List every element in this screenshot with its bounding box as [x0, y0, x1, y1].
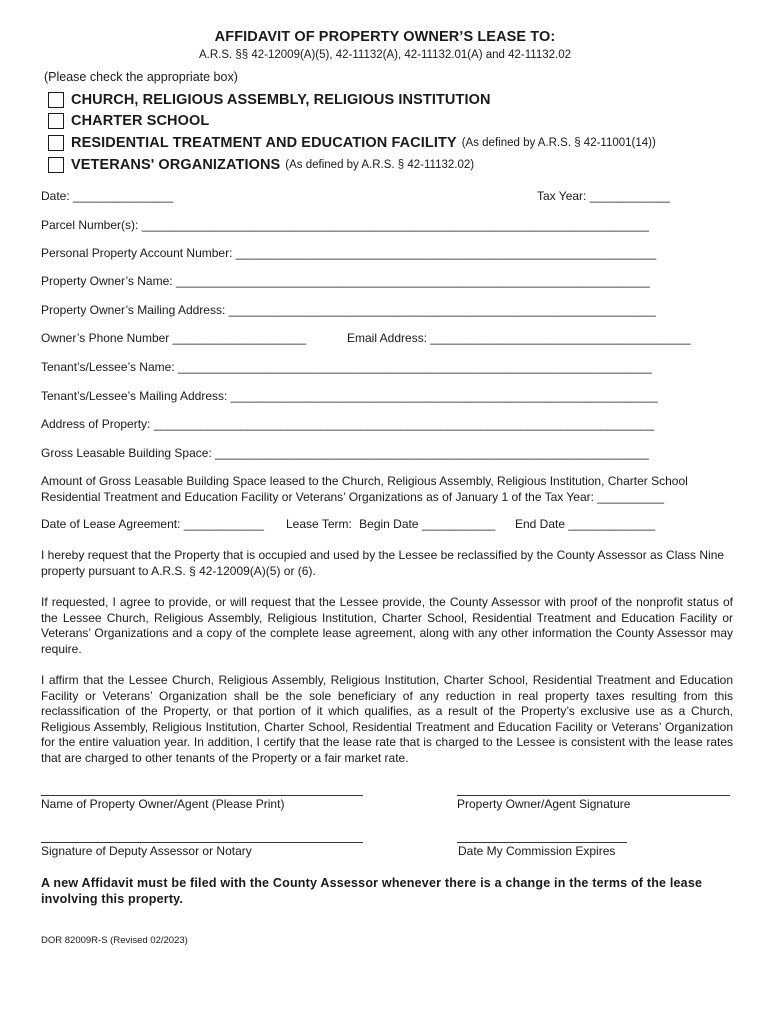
parcel-number-field[interactable] — [41, 218, 649, 232]
tenant-mailing-address-blank[interactable]: ________________________________________________________________ — [230, 389, 658, 403]
deputy-signature-line[interactable] — [41, 842, 363, 843]
tax-year-blank[interactable]: ____________ — [589, 189, 670, 203]
option-note: (As defined by A.R.S. § 42-11132.02) — [285, 158, 475, 171]
begin-date-blank[interactable]: ___________ — [421, 517, 496, 531]
amount-text-line-1: Amount of Gross Leasable Building Space leased to the Church, Religious Assembly, Religious Institution, Charter School — [41, 474, 688, 488]
gross-leasable-space-field[interactable] — [41, 446, 649, 460]
commission-expires-label: Date My Commission Expires — [458, 844, 616, 858]
property-address-label: Address of Property: — [41, 417, 151, 431]
check-instructions: (Please check the appropriate box) — [44, 70, 238, 84]
affirmation-paragraph: I affirm that the Lessee Church, Religious Assembly, Religious Institution, Charter School, Residential Treatment and Education Facility or Veterans’ Organization shall be the sole beneficiary of any reduction in real property taxes resulting from this reclassification of the Property, or that portion of it which qualifies, as a result of the Property’s exclusive use as a Church, Religious Assembly, Religious Institution, Charter School, Residential Treatment and Education Facility or Veterans’ Organization for the entire valuation year. In addition, I certify that the lease rate that is charged to the Lessee is consistent with the lease rates that are charged to other tenants of the Property or a fair market rate. — [41, 673, 733, 765]
owner-name-print-line[interactable] — [41, 795, 363, 796]
tenant-name-label: Tenant’s/Lessee’s Name: — [41, 360, 175, 374]
date-blank[interactable]: _______________ — [73, 189, 174, 203]
end-date-field[interactable] — [515, 517, 655, 531]
gross-leasable-space-label: Gross Leasable Building Space: — [41, 446, 212, 460]
amount-text-line-2: Residential Treatment and Education Facility or Veterans’ Organizations as of January 1 of the Tax Year: — [41, 490, 594, 504]
commission-expires-line[interactable] — [457, 842, 627, 843]
reclassification-request-paragraph: I hereby request that the Property that is occupied and used by the Lessee be reclassified by the County Assessor as Class Nine property pursuant to A.R.S. § 42-12009(A)(5) or (6). — [41, 548, 725, 578]
tax-year-label: Tax Year: — [537, 189, 587, 203]
end-date-blank[interactable]: _____________ — [568, 517, 656, 531]
veterans-checkbox[interactable] — [48, 157, 64, 173]
amount-blank[interactable]: __________ — [597, 490, 665, 504]
lease-date-field[interactable] — [41, 517, 264, 531]
tenant-mailing-address-field[interactable] — [41, 389, 658, 403]
owner-mailing-address-label: Property Owner’s Mailing Address: — [41, 303, 226, 317]
option-label: CHURCH, RELIGIOUS ASSEMBLY, RELIGIOUS INSTITUTION — [71, 91, 491, 108]
residential-treatment-checkbox[interactable] — [48, 135, 64, 151]
gross-leasable-space-blank[interactable]: _________________________________________________________________ — [215, 446, 649, 460]
parcel-number-blank[interactable]: ____________________________________________________________________________ — [141, 218, 649, 232]
date-label: Date: — [41, 189, 70, 203]
lease-term-field[interactable] — [286, 517, 495, 531]
lease-date-blank[interactable]: ____________ — [183, 517, 264, 531]
tenant-name-field[interactable] — [41, 360, 652, 374]
tax-year-field[interactable] — [537, 189, 670, 203]
owner-name-print-label: Name of Property Owner/Agent (Please Print) — [41, 797, 285, 811]
option-charter-school[interactable] — [48, 111, 209, 130]
end-date-label: End Date — [515, 517, 566, 531]
owner-mailing-address-field[interactable] — [41, 303, 656, 317]
owner-name-field[interactable] — [41, 274, 650, 288]
property-address-field[interactable] — [41, 417, 654, 431]
church-checkbox[interactable] — [48, 92, 64, 108]
owner-mailing-address-blank[interactable]: ________________________________________________________________ — [228, 303, 656, 317]
option-label: CHARTER SCHOOL — [71, 112, 210, 129]
owner-phone-label: Owner’s Phone Number — [41, 331, 170, 345]
owner-phone-blank[interactable]: ____________________ — [172, 331, 307, 345]
owner-phone-field[interactable] — [41, 331, 306, 345]
email-blank[interactable]: _______________________________________ — [430, 331, 691, 345]
form-revision-footer: DOR 82009R-S (Revised 02/2023) — [41, 935, 188, 946]
personal-property-account-label: Personal Property Account Number: — [41, 246, 233, 260]
option-veterans[interactable] — [48, 155, 474, 174]
option-church[interactable] — [48, 90, 491, 109]
filing-notice: A new Affidavit must be filed with the County Assessor whenever there is a change in the terms of the lease involving this property. — [41, 876, 703, 906]
email-field[interactable] — [347, 331, 691, 345]
proof-of-status-paragraph: If requested, I agree to provide, or will request that the Lessee provide, the County Assessor with proof of the nonprofit status of the Lessee Church, Religious Assembly, Religious Institution, Charter School, Residential Treatment and Education Facility or Veterans’ Organizations and a copy of the complete lease agreement, along with any other information the County Assessor may require. — [41, 595, 733, 656]
owner-signature-line[interactable] — [457, 795, 730, 796]
personal-property-account-blank[interactable]: _______________________________________________________________ — [235, 246, 657, 260]
lease-term-label: Lease Term: — [286, 517, 352, 531]
owner-name-label: Property Owner’s Name: — [41, 274, 173, 288]
property-address-blank[interactable]: ___________________________________________________________________________ — [153, 417, 655, 431]
lease-date-label: Date of Lease Agreement: — [41, 517, 181, 531]
option-note: (As defined by A.R.S. § 42-11001(14)) — [461, 136, 656, 149]
owner-signature-label: Property Owner/Agent Signature — [457, 797, 631, 811]
email-label: Email Address: — [347, 331, 428, 345]
amount-field[interactable] — [41, 490, 664, 504]
statute-reference: A.R.S. §§ 42-12009(A)(5), 42-11132(A), 42-11132.01(A) and 42-11132.02 — [198, 49, 572, 61]
tenant-mailing-address-label: Tenant’s/Lessee’s Mailing Address: — [41, 389, 228, 403]
parcel-number-label: Parcel Number(s): — [41, 218, 139, 232]
owner-name-blank[interactable]: _______________________________________________________________________ — [175, 274, 650, 288]
option-label: VETERANS' ORGANIZATIONS — [71, 156, 281, 173]
date-field[interactable] — [41, 189, 173, 203]
personal-property-account-field[interactable] — [41, 246, 656, 260]
begin-date-label: Begin Date — [359, 517, 419, 531]
charter-school-checkbox[interactable] — [48, 113, 64, 129]
deputy-signature-label: Signature of Deputy Assessor or Notary — [41, 844, 252, 858]
option-residential-treatment[interactable] — [48, 133, 656, 152]
option-label: RESIDENTIAL TREATMENT AND EDUCATION FACILITY — [71, 134, 457, 151]
tenant-name-blank[interactable]: _______________________________________________________________________ — [177, 360, 652, 374]
form-title: AFFIDAVIT OF PROPERTY OWNER’S LEASE TO: — [214, 29, 556, 45]
